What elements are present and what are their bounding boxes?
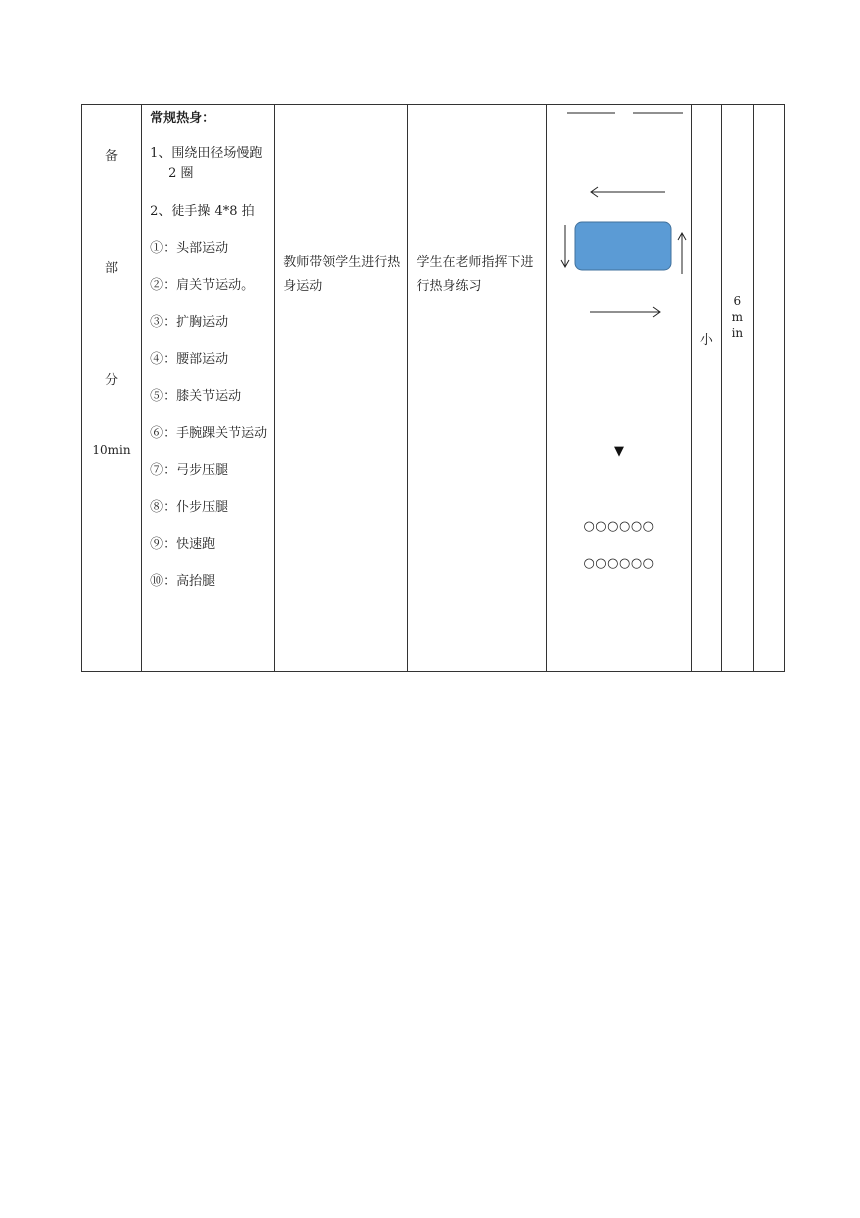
time-text: 6min — [731, 294, 744, 340]
part-duration: 10min — [92, 443, 131, 457]
part-char-3: 分 — [104, 373, 118, 388]
field-rectangle — [575, 222, 671, 270]
student-method-text: 学生在老师指挥下进行热身练习 — [416, 255, 534, 294]
exercise-3: ③：扩胸运动 — [150, 315, 229, 330]
content-cell — [142, 105, 275, 672]
student-method-cell — [408, 105, 546, 672]
intensity-text: 小 — [699, 333, 713, 348]
part-char-2: 部 — [104, 261, 118, 276]
teacher-method-cell — [275, 105, 408, 672]
teacher-method-text: 教师带领学生进行热身运动 — [283, 255, 401, 294]
content-item-2: 2、徒手操 4*8 拍 — [150, 204, 255, 219]
exercise-10: ⑩：高抬腿 — [150, 574, 216, 589]
lesson-plan-table — [81, 104, 785, 672]
exercise-5: ⑤：膝关节运动 — [150, 389, 242, 404]
student-row-1: ○○○○○○ — [583, 519, 655, 534]
part-char-1: 备 — [104, 149, 118, 164]
organization-diagram — [547, 105, 691, 671]
arrow-left-icon — [591, 187, 665, 197]
intensity-cell — [691, 105, 721, 672]
student-row-2: ○○○○○○ — [583, 556, 655, 571]
arrow-right-icon — [590, 307, 660, 317]
content-title: 常规热身： — [150, 111, 216, 126]
exercise-6: ⑥：手腕踝关节运动 — [150, 426, 268, 441]
exercise-9: ⑨：快速跑 — [150, 537, 216, 552]
table-row — [82, 105, 785, 672]
exercise-4: ④：腰部运动 — [150, 352, 229, 367]
exercise-1: ①：头部运动 — [150, 241, 229, 256]
time-cell — [721, 105, 753, 672]
content-item-1: 1、围绕田径场慢跑 2 圈 — [150, 146, 263, 181]
exercise-8: ⑧：仆步压腿 — [150, 500, 229, 515]
exercise-7: ⑦：弓步压腿 — [150, 463, 229, 478]
arrow-down-icon — [561, 225, 569, 267]
blank-cell — [753, 105, 784, 672]
part-cell — [82, 105, 142, 672]
arrow-up-icon — [678, 233, 686, 274]
exercise-2: ②：肩关节运动。 — [150, 278, 255, 293]
organization-cell — [546, 105, 691, 672]
teacher-triangle-icon: ▼ — [613, 444, 624, 459]
